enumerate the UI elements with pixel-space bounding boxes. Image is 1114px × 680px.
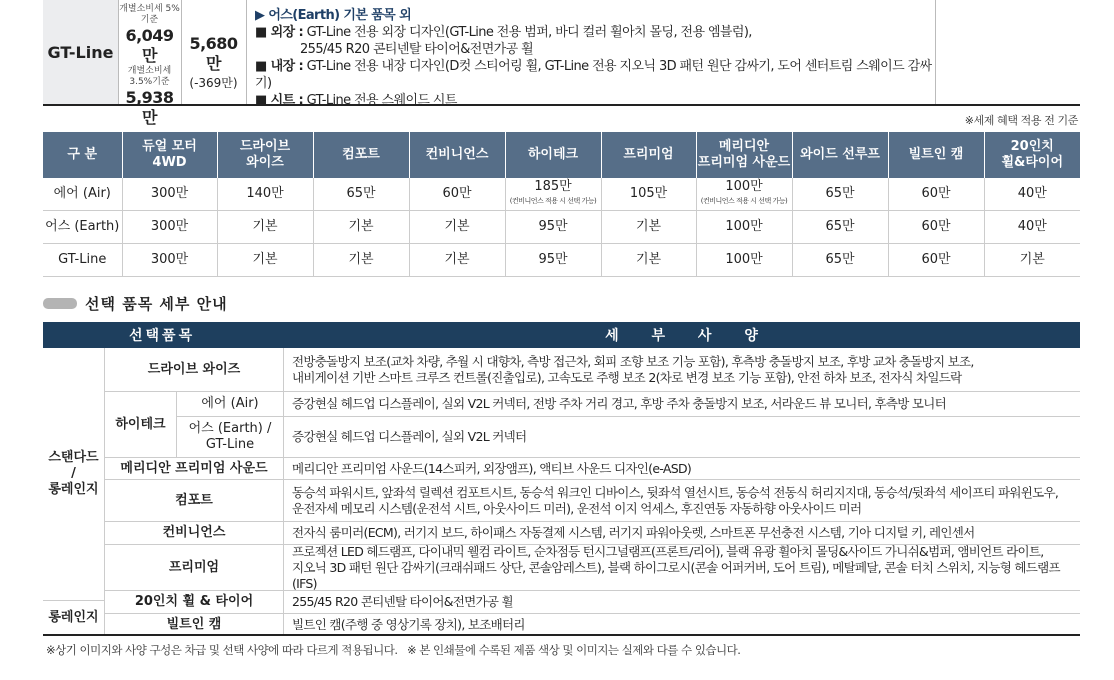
details-heading: ▶ 어스(Earth) 기본 품목 외 (255, 8, 412, 23)
desc-line: 내비게이션 기반 스마트 크루즈 컨트롤(진출입로), 고속도로 주행 보조 2(차로 변경 보조 기능 포함), 안전 하차 보조, 전자식 차일드락 (292, 369, 962, 385)
column-header: 컴포트 (313, 132, 409, 178)
table-cell (792, 211, 888, 244)
opt-meridian: 메리디안 프리미엄 사운드 (105, 458, 283, 480)
price-tax35: 5,938만 (125, 88, 174, 127)
cell-note: (컨비니언스 적용 시 선택 가능) (700, 197, 788, 205)
opt-builtin-cam: 빌트인 캠 (166, 616, 222, 632)
cell-value: 기본 (252, 252, 278, 267)
table-cell (888, 211, 984, 244)
header-option: 선택품목 (43, 322, 283, 348)
cell-value: 기본 (252, 219, 278, 234)
row-label (43, 178, 122, 211)
opt-comfort: 컴포트 (105, 480, 283, 522)
table-cell (217, 211, 313, 244)
table-cell (122, 211, 217, 244)
cell-value: 에어 (Air) (53, 186, 111, 201)
cell-value: 60만 (921, 252, 951, 267)
cell-value: 95만 (538, 252, 568, 267)
column-header: 하이테크 (505, 132, 601, 178)
column-header: 빌트인 캠 (888, 132, 984, 178)
cell-value: 300만 (150, 186, 189, 201)
table-cell (505, 244, 601, 277)
desc-meridian: 메리디안 프리미엄 사운드(14스피커, 외장앰프), 액티브 사운드 디자인(e-ASD) (283, 458, 1080, 480)
seat-text: GT-Line 전용 스웨이드 시트 (306, 93, 457, 108)
cell-value: 40만 (1017, 186, 1047, 201)
table-row (43, 211, 1080, 244)
footnote: ※상기 이미지와 사양 구성은 차급 및 선택 사양에 따라 다르게 적용됩니다. ※ 본 인쇄물에 수록된 제품 색상 및 이미지는 실제와 다를 수 있습니다. (46, 643, 741, 657)
header-spec: 세 부 사 양 (283, 322, 1080, 348)
group-standard-long: 스탠다드 / 롱레인지 (43, 348, 105, 601)
table-cell (122, 244, 217, 277)
table-cell (409, 178, 505, 211)
table-cell (313, 244, 409, 277)
table-cell (984, 244, 1080, 277)
table-cell (984, 178, 1080, 211)
cell-value: 300만 (150, 219, 189, 234)
table-cell (696, 178, 792, 211)
opt-convenience: 컨비니언스 (105, 522, 283, 545)
table-cell (601, 211, 696, 244)
tax5-label: 개별소비세 5%기준 (119, 4, 180, 25)
desc-hightech-air: 증강현실 헤드업 디스플레이, 실외 V2L 커넥터, 전방 주차 거리 경고, 후방 주차 충돌방지 보조, 서라운드 뷰 모니터, 후측방 모니터 (283, 392, 1080, 417)
column-header: 구 분 (43, 132, 122, 178)
cell-value: 60만 (921, 186, 951, 201)
cell-value: 40만 (1017, 219, 1047, 234)
price-column-2 (182, 0, 245, 104)
tax35-label: 개별소비세 3.5%기준 (127, 66, 172, 87)
table-cell (217, 178, 313, 211)
desc-wheel: 255/45 R20 콘티넨탈 타이어&전면가공 휠 (283, 591, 1080, 614)
table-bottom-rule (43, 634, 1080, 636)
exterior-tag: ■ 외장 : (255, 25, 304, 40)
divider (935, 0, 936, 104)
desc-line: 운전자세 메모리 시스템(운전석 시트, 아웃사이드 미러), 운전석 이지 억세스, 후진연동 자동하향 아웃사이드 미러 (292, 500, 862, 516)
desc-line: 동승석 파워시트, 앞좌석 릴렉션 컴포트시트, 동승석 워크인 디바이스, 뒷좌석 열선시트, 동승석 전동식 허리지지대, 동승석/뒷좌석 세이프티 파워윈도우, (292, 484, 1059, 500)
cell-value: 300만 (150, 252, 189, 267)
table-cell (888, 244, 984, 277)
price-tax5: 6,049만 (125, 26, 174, 65)
cell-value: 185만 (534, 179, 572, 194)
row-label (43, 244, 122, 277)
cell-value: 100만 (725, 179, 763, 194)
table-cell (792, 244, 888, 277)
table-cell (505, 178, 601, 211)
cell-value: 기본 (348, 252, 374, 267)
table-cell (122, 178, 217, 211)
column-header: 20인치 휠&타이어 (984, 132, 1080, 178)
trim-name: GT-Line (43, 0, 118, 104)
desc-builtin-cam: 빌트인 캠(주행 중 영상기록 장치), 보조배터리 (283, 614, 1080, 635)
opt-hightech-earth: 어스 (Earth) / GT-Line (177, 417, 283, 458)
gt-line-details (255, 7, 935, 109)
cell-value: 105만 (629, 186, 668, 201)
cell-value: 기본 (635, 219, 662, 234)
cell-value: 어스 (Earth) (45, 219, 120, 234)
cell-value: 65만 (825, 252, 855, 267)
desc-line: 전방충돌방지 보조(교차 차량, 추월 시 대향차, 측방 접근차, 회피 조향 보조 기능 포함), 후측방 충돌방지 보조, 후방 교차 충돌방지 보조, (292, 353, 974, 369)
tax-note: ※세제 혜택 적용 전 기준 (964, 114, 1078, 127)
cell-value: 140만 (246, 186, 284, 201)
cell-note: (컨비니언스 적용 시 선택 가능) (509, 197, 597, 205)
table-cell (601, 244, 696, 277)
cell-value: 60만 (442, 186, 472, 201)
desc-drivewise (283, 348, 1080, 392)
interior-text: GT-Line 전용 내장 디자인(D컷 스티어링 휠, GT-Line 전용 지오닉 3D 패턴 원단 감싸기, 도어 센터트림 스웨이드 감싸기) (255, 59, 932, 91)
interior-tag: ■ 내장 : (255, 59, 304, 74)
section-title-text: 선택 품목 세부 안내 (85, 294, 228, 313)
table-cell (505, 211, 601, 244)
cell-value: 60만 (921, 219, 951, 234)
table-cell (696, 211, 792, 244)
desc-hightech-earth: 증강현실 헤드업 디스플레이, 실외 V2L 커넥터 (283, 417, 1080, 458)
seat-tag: ■ 시트 : (255, 93, 304, 108)
desc-line: 지오닉 3D 패턴 원단 감싸기(크래쉬패드 상단, 콘솔암레스트), 블랙 하이그로시(콘솔 어퍼커버, 도어 트림), 메탈페달, 콘솔 터치 스위치, 지능형 헤드램프(IFS) (292, 559, 1060, 591)
opt-wheel: 20인치 휠 & 타이어 (105, 591, 283, 614)
opt-hightech: 하이테크 (105, 392, 177, 458)
desc-comfort (283, 480, 1080, 522)
price-other: 5,680만 (189, 34, 238, 73)
cell-value: 기본 (1019, 252, 1045, 267)
column-header: 프리미엄 (601, 132, 696, 178)
exterior-text: GT-Line 전용 외장 디자인(GT-Line 전용 범퍼, 바디 컬러 휠아치 몰딩, 전용 엠블럼), (306, 25, 752, 40)
option-details-table (43, 322, 1080, 636)
cell-value: 65만 (825, 186, 855, 201)
cell-value: 기본 (444, 219, 470, 234)
row-label (43, 211, 122, 244)
column-header: 컨비니언스 (409, 132, 505, 178)
cell-value: 65만 (825, 219, 855, 234)
table-header-row (43, 132, 1080, 178)
table-cell (313, 178, 409, 211)
option-price-table (43, 132, 1080, 277)
section-bar-icon (43, 298, 77, 309)
cell-value: 기본 (444, 252, 470, 267)
table-cell (696, 244, 792, 277)
table-cell (217, 244, 313, 277)
column-header: 와이드 선루프 (792, 132, 888, 178)
table-row (43, 178, 1080, 211)
column-header: 듀얼 모터 4WD (122, 132, 217, 178)
table-cell (313, 211, 409, 244)
table-cell (409, 211, 505, 244)
cell-value: 기본 (635, 252, 662, 267)
price-column (119, 0, 180, 127)
desc-line: 프로젝션 LED 헤드램프, 다이내믹 웰컴 라이트, 순차점등 턴시그널램프(프론트/리어), 블랙 유광 휠아치 몰딩&사이드 가니쉬&범퍼, 앰비언트 라이트, (292, 543, 1044, 559)
table-cell (984, 211, 1080, 244)
cell-value: 100만 (725, 219, 763, 234)
cell-value: 95만 (538, 219, 568, 234)
desc-premium (283, 545, 1080, 591)
table-cell (409, 244, 505, 277)
opt-drivewise: 드라이브 와이즈 (105, 348, 283, 392)
divider (246, 0, 247, 104)
opt-hightech-air: 에어 (Air) (177, 392, 283, 417)
table-cell (888, 178, 984, 211)
desc-convenience: 전자식 룸미러(ECM), 러기지 보드, 하이패스 자동결제 시스템, 러기지 파워아웃렛, 스마트폰 무선충전 시스템, 기아 디지털 키, 레인센서 (283, 522, 1080, 545)
column-header: 메리디안 프리미엄 사운드 (696, 132, 792, 178)
opt-premium: 프리미엄 (105, 545, 283, 591)
cell-value: 기본 (348, 219, 374, 234)
exterior-text-2: 255/45 R20 콘티넨탈 타이어&전면가공 휠 (300, 42, 534, 57)
table-cell (601, 178, 696, 211)
cell-value: GT-Line (58, 252, 107, 267)
cell-value: 100만 (725, 252, 763, 267)
section-title (43, 292, 228, 314)
column-header: 드라이브 와이즈 (217, 132, 313, 178)
table-cell (792, 178, 888, 211)
cell-value: 65만 (346, 186, 376, 201)
table-row (43, 244, 1080, 277)
price-diff: (-369만) (189, 76, 238, 90)
group-long: 롱레인지 (43, 601, 105, 635)
